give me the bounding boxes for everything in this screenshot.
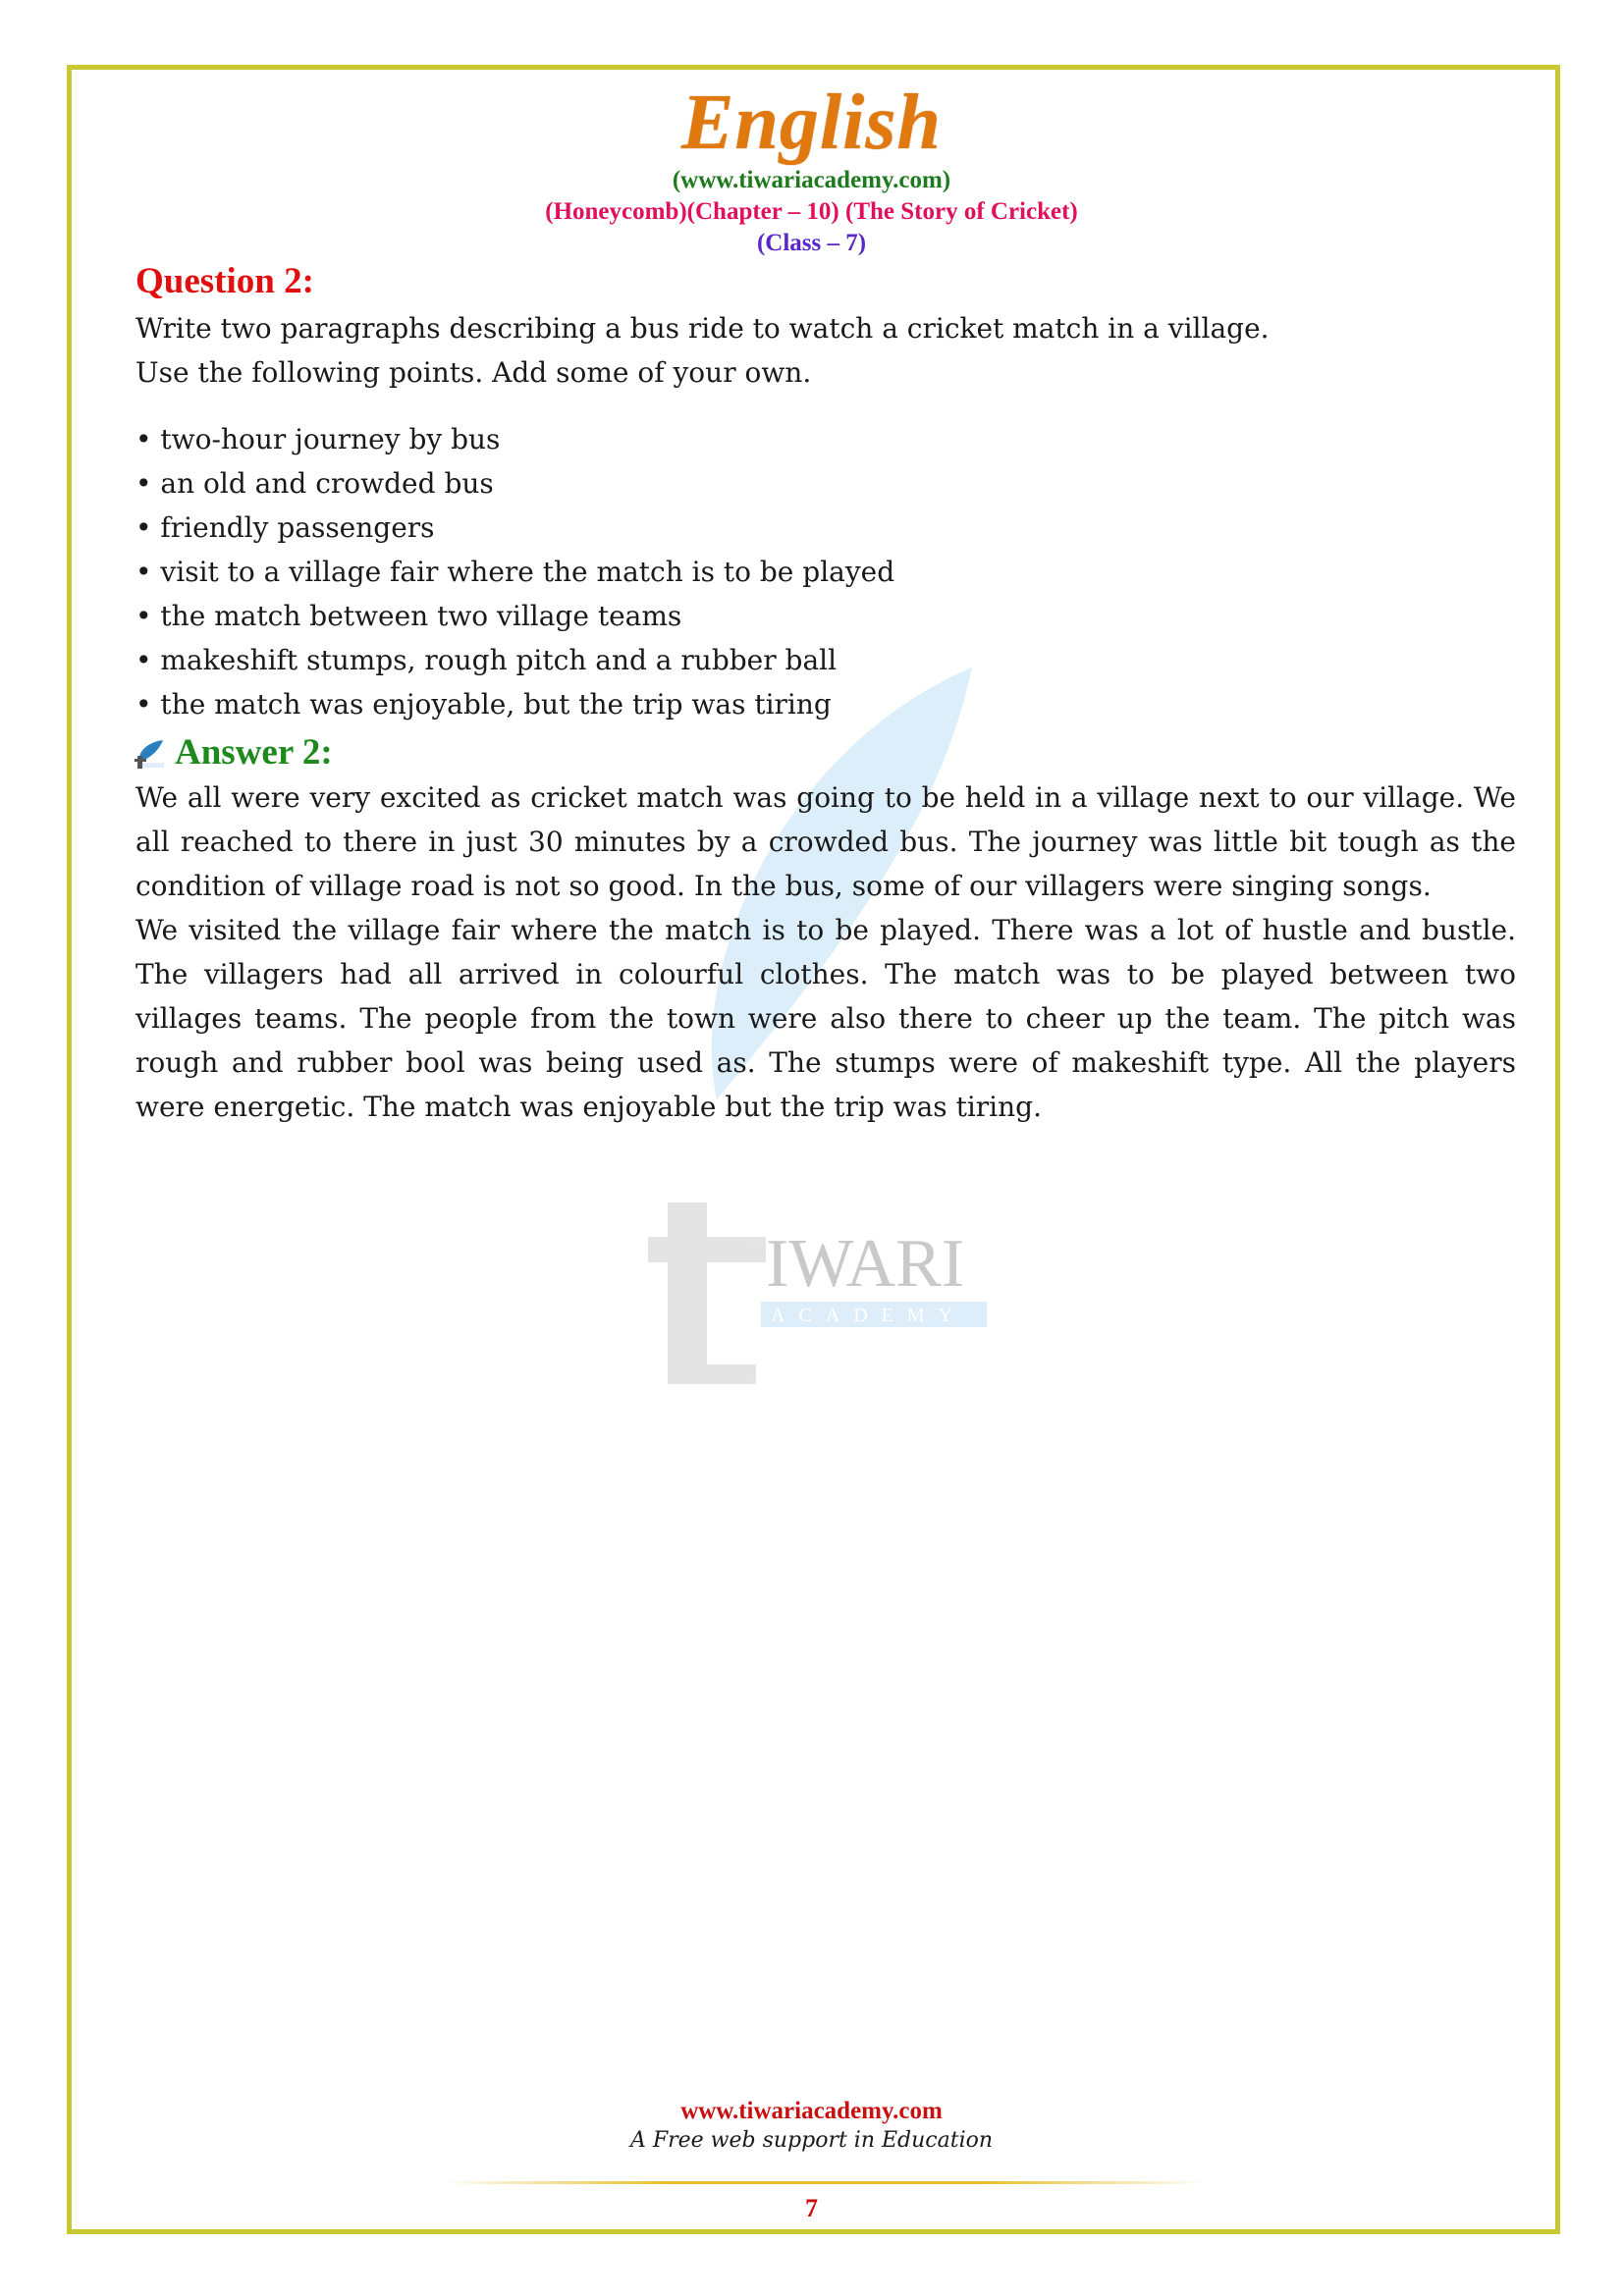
tiwari-logo-icon [134, 736, 167, 770]
footer-site-link[interactable]: www.tiwariacademy.com [680, 2098, 943, 2124]
list-item: • visit to a village fair where the match is to be played [135, 550, 1516, 594]
watermark-word1: IWARI [766, 1226, 965, 1302]
page-number: 7 [805, 2194, 818, 2222]
list-item: • the match was enjoyable, but the trip was tiring [135, 682, 1516, 726]
watermark-word2: ACADEMY [771, 1305, 967, 1326]
list-item: • friendly passengers [135, 506, 1516, 550]
answer-heading-label: Answer 2: [175, 732, 333, 773]
answer-body [135, 775, 1516, 1129]
answer-heading [134, 731, 1514, 774]
t-foot [668, 1364, 756, 1384]
list-item: • an old and crowded bus [135, 461, 1516, 506]
t-stem [668, 1202, 707, 1384]
question-heading: Question 2: [135, 261, 314, 301]
footer-divider [442, 2181, 1208, 2184]
subject-title: English [681, 80, 942, 166]
points-list [135, 417, 1516, 726]
chapter-info: (Honeycomb)(Chapter – 10) (The Story of Cricket) [545, 198, 1078, 225]
footer-tagline: A Free web support in Education [629, 2128, 994, 2153]
answer-paragraph-1: We all were very excited as cricket match was going to be held in a village next to our village. We all reached to there in just 30 minutes by a crowded bus. The journey was little bit tough as the condition of village road is not so good. In the bus, some of our villagers were singing songs. [135, 781, 1516, 902]
header-site: (www.tiwariacademy.com) [672, 167, 951, 193]
t-crossbar [648, 1237, 766, 1262]
list-item: • two-hour journey by bus [135, 417, 1516, 461]
question-line-1: Write two paragraphs describing a bus ride to watch a cricket match in a village. [135, 312, 1270, 345]
answer-paragraph-2: We visited the village fair where the match is to be played. There was a lot of hustle and bustle. The villagers had all arrived in colourful clothes. The match was to be played between two villages teams. The people from the town were also there to cheer up the team. The pitch was rough and rubber bool was being used as. The stumps were of makeshift type. All the players were energetic. The match was enjoyable but the trip was tiring. [135, 914, 1516, 1123]
list-item: • the match between two village teams [135, 594, 1516, 638]
question-line-2: Use the following points. Add some of your own. [135, 356, 812, 389]
list-item: • makeshift stumps, rough pitch and a rubber ball [135, 638, 1516, 682]
class-info: (Class – 7) [756, 230, 867, 256]
question-text [135, 306, 1516, 395]
